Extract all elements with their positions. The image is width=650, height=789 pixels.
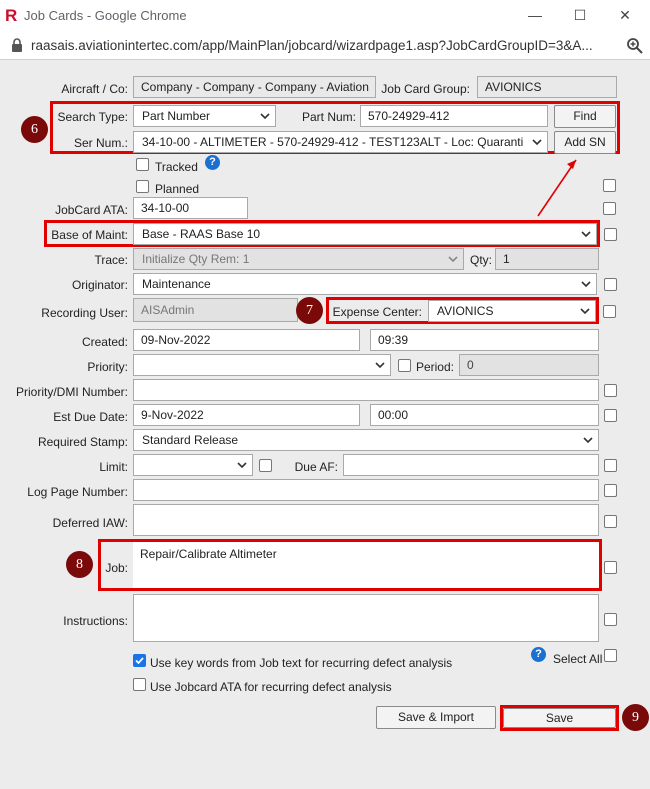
- expense-center-value: AVIONICS: [437, 304, 494, 318]
- checkmark-icon: [134, 655, 145, 666]
- recording-user-label: Recording User:: [41, 306, 128, 320]
- aircraft-field: Company - Company - Company - Aviation: [133, 76, 376, 98]
- planned-row-checkbox[interactable]: [603, 179, 616, 192]
- job-checkbox[interactable]: [604, 561, 617, 574]
- base-of-maint-checkbox[interactable]: [604, 228, 617, 241]
- chevron-down-icon: [532, 138, 542, 146]
- select-all-checkbox[interactable]: [604, 649, 617, 662]
- log-page-checkbox[interactable]: [604, 484, 617, 497]
- step-9-badge: 9: [622, 704, 649, 731]
- ser-num-value: 34-10-00 - ALTIMETER - 570-24929-412 - TEST123ALT - Loc: Quaranti: [142, 135, 524, 149]
- search-type-label: Search Type:: [57, 110, 128, 124]
- jobcard-ata-label: JobCard ATA:: [55, 203, 128, 217]
- step-7-badge: 7: [296, 297, 323, 324]
- step-8-badge: 8: [66, 551, 93, 578]
- base-of-maint-value: Base - RAAS Base 10: [142, 227, 261, 241]
- address-bar[interactable]: [0, 32, 650, 60]
- est-due-time-input[interactable]: 00:00: [370, 404, 599, 426]
- title-bar: [0, 0, 650, 32]
- ser-num-label: Ser Num.:: [73, 136, 128, 150]
- deferred-iaw-checkbox[interactable]: [604, 515, 617, 528]
- part-num-label: Part Num:: [301, 110, 356, 124]
- search-type-value: Part Number: [142, 109, 211, 123]
- planned-checkbox[interactable]: [136, 180, 149, 193]
- log-page-label: Log Page Number:: [27, 485, 128, 499]
- chevron-down-icon: [448, 255, 458, 263]
- originator-label: Originator:: [71, 278, 128, 292]
- chevron-down-icon: [583, 436, 593, 444]
- minimize-button[interactable]: —: [528, 7, 542, 23]
- originator-select[interactable]: [133, 273, 597, 295]
- job-textarea[interactable]: Repair/Calibrate Altimeter: [133, 542, 599, 588]
- deferred-iaw-input[interactable]: [133, 504, 599, 536]
- url-text[interactable]: raasais.aviationintertec.com/app/MainPlan/jobcard/wizardpage1.asp?JobCardGroupID=3&A...: [31, 38, 593, 53]
- annotation-arrow: [530, 152, 590, 222]
- chevron-down-icon: [581, 280, 591, 288]
- originator-value: Maintenance: [142, 277, 211, 291]
- tracked-checkbox[interactable]: [136, 158, 149, 171]
- period-field: 0: [459, 354, 599, 376]
- log-page-input[interactable]: [133, 479, 599, 501]
- chevron-down-icon: [237, 461, 247, 469]
- qty-field: 1: [495, 248, 599, 270]
- recording-user-field: AISAdmin: [133, 298, 298, 322]
- find-button[interactable]: Find: [554, 105, 616, 128]
- est-due-date-input[interactable]: 9-Nov-2022: [133, 404, 360, 426]
- base-of-maint-label: Base of Maint:: [51, 228, 128, 242]
- priority-dmi-input[interactable]: [133, 379, 599, 401]
- jobcard-ata-input[interactable]: 34-10-00: [133, 197, 248, 219]
- help-icon[interactable]: ?: [205, 155, 220, 170]
- priority-label: Priority:: [87, 360, 128, 374]
- instructions-checkbox[interactable]: [604, 613, 617, 626]
- created-label: Created:: [81, 335, 128, 349]
- instructions-label: Instructions:: [63, 614, 128, 628]
- chevron-down-icon: [260, 112, 270, 120]
- jobcard-group-field: AVIONICS: [477, 76, 617, 98]
- part-num-input[interactable]: 570-24929-412: [360, 105, 548, 127]
- due-af-input[interactable]: [343, 454, 599, 476]
- trace-value: Initialize Qty Rem: 1: [142, 252, 250, 266]
- priority-dmi-label: Priority/DMI Number:: [15, 385, 128, 399]
- due-af-checkbox[interactable]: [604, 459, 617, 472]
- job-label: Job:: [105, 561, 128, 575]
- due-af-label: Due AF:: [294, 460, 338, 474]
- use-jobcard-ata-label: Use Jobcard ATA for recurring defect analysis: [150, 680, 392, 694]
- help-icon[interactable]: ?: [531, 647, 546, 662]
- save-and-import-button[interactable]: Save & Import: [376, 706, 496, 729]
- use-jobcard-ata-checkbox[interactable]: [133, 678, 146, 691]
- jobcard-ata-checkbox[interactable]: [603, 202, 616, 215]
- maximize-button[interactable]: ☐: [573, 7, 587, 23]
- period-checkbox[interactable]: [398, 359, 411, 372]
- chevron-down-icon: [375, 361, 385, 369]
- expense-center-select[interactable]: [428, 300, 596, 322]
- created-date-input[interactable]: 09-Nov-2022: [133, 329, 360, 351]
- lock-icon: [11, 38, 23, 52]
- instructions-textarea[interactable]: [133, 594, 599, 642]
- jobcard-group-label: Job Card Group:: [381, 82, 470, 96]
- add-sn-button[interactable]: Add SN: [554, 131, 616, 154]
- period-label: Period:: [415, 360, 454, 374]
- created-time-input[interactable]: 09:39: [370, 329, 599, 351]
- expense-center-checkbox[interactable]: [603, 305, 616, 318]
- limit-label: Limit:: [99, 460, 128, 474]
- zoom-icon[interactable]: [626, 37, 644, 55]
- chevron-down-icon: [580, 307, 590, 315]
- expense-center-label: Expense Center:: [332, 305, 422, 319]
- window-title: Job Cards - Google Chrome: [24, 8, 187, 23]
- trace-select: [133, 248, 464, 270]
- required-stamp-label: Required Stamp:: [37, 435, 128, 449]
- aircraft-label: Aircraft / Co:: [61, 82, 128, 96]
- est-due-checkbox[interactable]: [604, 409, 617, 422]
- app-logo-icon: R: [5, 6, 18, 25]
- deferred-iaw-label: Deferred IAW:: [52, 516, 128, 530]
- originator-checkbox[interactable]: [604, 278, 617, 291]
- limit-select[interactable]: [133, 454, 253, 476]
- use-keywords-label: Use key words from Job text for recurring defect analysis: [150, 656, 453, 670]
- qty-label: Qty:: [469, 253, 492, 267]
- step-6-badge: 6: [21, 116, 48, 143]
- priority-select[interactable]: [133, 354, 391, 376]
- trace-label: Trace:: [94, 253, 128, 267]
- chevron-down-icon: [581, 230, 591, 238]
- priority-dmi-checkbox[interactable]: [604, 384, 617, 397]
- est-due-label: Est Due Date:: [53, 410, 128, 424]
- base-of-maint-select[interactable]: [133, 223, 597, 245]
- ser-num-select[interactable]: [133, 131, 548, 153]
- tracked-label: Tracked: [155, 160, 198, 174]
- use-keywords-checkbox[interactable]: [133, 654, 146, 667]
- search-type-select[interactable]: [133, 105, 276, 127]
- required-stamp-value: Standard Release: [142, 433, 239, 447]
- planned-label: Planned: [155, 182, 200, 196]
- limit-checkbox[interactable]: [259, 459, 272, 472]
- save-button[interactable]: Save: [503, 708, 616, 728]
- close-button[interactable]: ✕: [619, 7, 631, 23]
- required-stamp-select[interactable]: [133, 429, 599, 451]
- select-all-label: Select All: [553, 652, 603, 666]
